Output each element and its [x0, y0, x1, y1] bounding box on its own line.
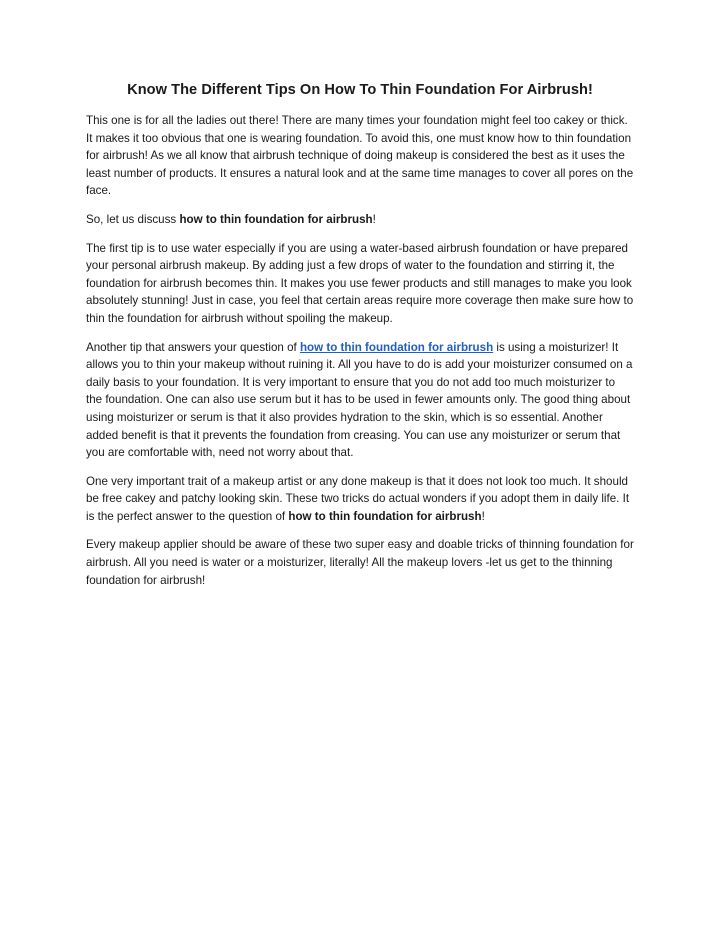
paragraph-moisturizer-suffix: is using a moisturizer! It allows you to thin your makeup without ruining it. All you have to do is add your moisturizer consumed on a daily basis to your foundation. It is very important to ensure that you do not add too much moisturizer to the foundation. One can also use serum but it has to be used in fewer amounts only. The good thing about using moisturizer or serum is that it also provides hydration to the skin, which is so essential. Another added benefit is that it prevents the foundation from creasing. You can use any moisturizer or serum that you are comfortable with, need not worry about that.	[86, 340, 633, 460]
paragraph-trait	[86, 473, 634, 526]
paragraph-trait-prefix: One very important trait of a makeup artist or any done makeup is that it does not look too much. It should be free cakey and patchy looking skin. These two tricks do actual wonders if you adopt them in daily life. It is the perfect answer to the question of	[86, 474, 630, 523]
keyword-bold: how to thin foundation for airbrush	[179, 212, 373, 226]
paragraph-discuss	[86, 211, 634, 229]
keyword-bold-2: how to thin foundation for airbrush	[288, 509, 482, 523]
paragraph-discuss-suffix: !	[372, 212, 376, 226]
paragraph-trait-suffix: !	[481, 509, 485, 523]
keyword-link[interactable]: how to thin foundation for airbrush	[299, 340, 494, 354]
paragraph-moisturizer-tip	[86, 339, 634, 462]
paragraph-water-tip: The first tip is to use water especially if you are using a water-based airbrush foundation or have prepared your personal airbrush makeup. By adding just a few drops of water to the foundation and stirring it, the foundation for airbrush becomes thin. It makes you use fewer products and still manages to make you look absolutely stunning! Just in case, you feel that certain areas require more coverage then make sure how to thin the foundation for airbrush without spoiling the makeup.	[86, 241, 634, 325]
paragraph-discuss-prefix: So, let us discuss	[86, 212, 180, 226]
paragraph-intro: This one is for all the ladies out there! There are many times your foundation might feel too cakey or thick. It makes it too obvious that one is wearing foundation. To avoid this, one must know how to thin foundation for airbrush! As we all know that airbrush technique of doing makeup is considered the best as it uses the least number of products. It ensures a natural look and at the same time manages to cover all pores on the face.	[86, 114, 634, 198]
paragraph-conclusion: Every makeup applier should be aware of these two super easy and doable tricks of thinning foundation for airbrush. All you need is water or a moisturizer, literally! All the makeup lovers -let us get to the thinning foundation for airbrush!	[86, 538, 634, 587]
paragraph-moisturizer-prefix: Another tip that answers your question of	[86, 340, 300, 354]
document-title: Know The Different Tips On How To Thin Foundation For Airbrush!	[127, 82, 593, 98]
